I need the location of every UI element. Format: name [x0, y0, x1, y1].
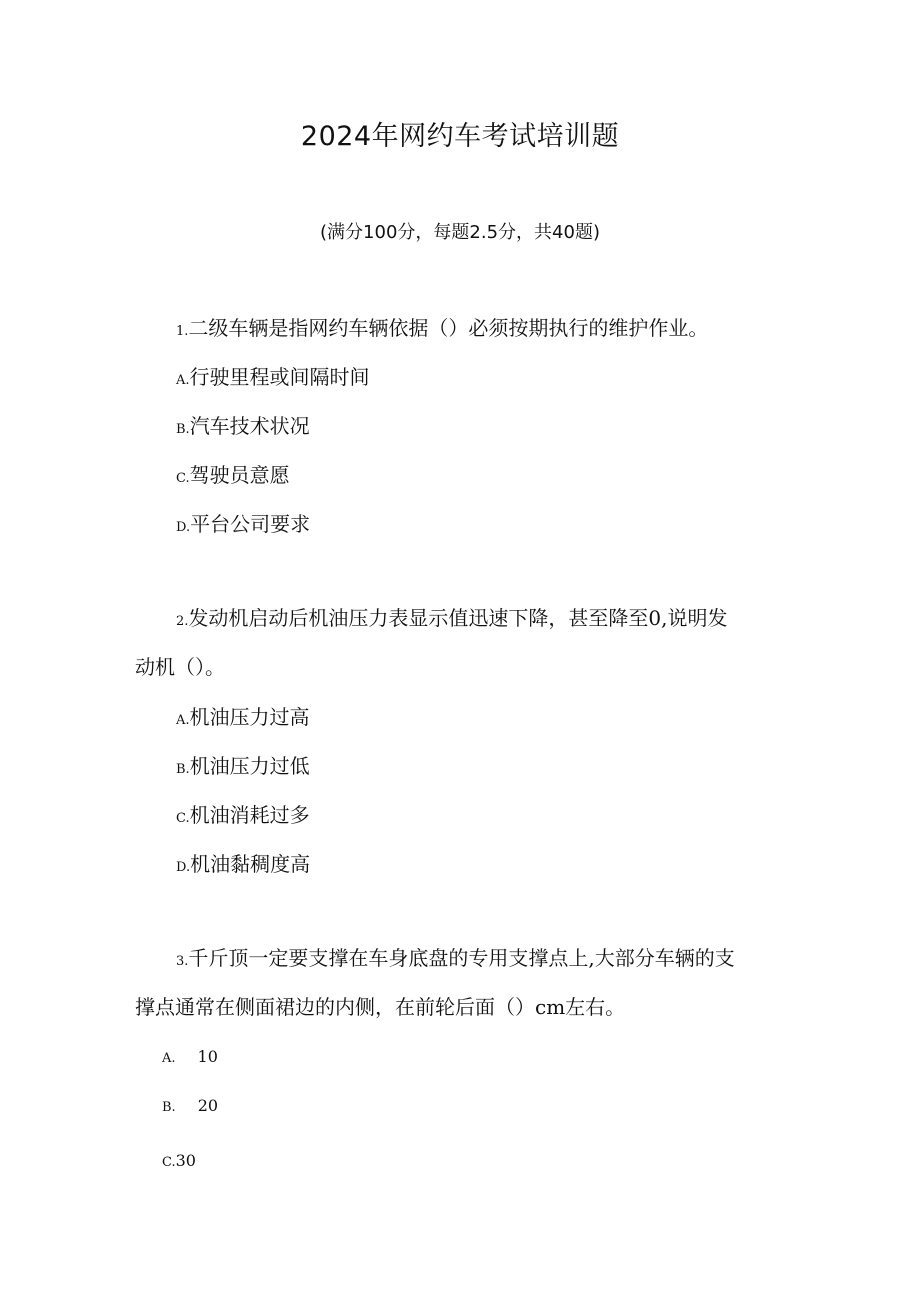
option-text: 机油黏稠度高: [190, 852, 311, 876]
option-text: 10: [197, 1047, 218, 1066]
question-3-stem-line-2: 撑点通常在侧面裙边的内侧，在前轮后面（）cm左右。: [135, 995, 626, 1019]
option-letter: C.: [176, 471, 190, 486]
option-text: 机油压力过高: [189, 705, 310, 729]
option-letter: A.: [176, 373, 190, 388]
question-3-option-a: [162, 1042, 218, 1074]
question-3-stem-line-1: 千斤顶一定要支撑在车身底盘的专用支撑点上,大部分车辆的支: [188, 946, 735, 970]
document-subtitle: (满分100分，每题2.5分，共40题): [320, 222, 600, 243]
question-3-stem: [176, 943, 735, 977]
question-2-stem-line-2: 动机（）。: [135, 655, 225, 679]
option-letter: A.: [162, 1051, 176, 1066]
question-1-stem-line-1: 二级车辆是指网约车辆依据（）必须按期执行的维护作业。: [188, 316, 709, 340]
option-letter: C.: [176, 811, 190, 826]
option-text: 平台公司要求: [190, 512, 311, 536]
question-3-option-c: [162, 1146, 196, 1178]
option-text: 驾驶员意愿: [189, 463, 290, 487]
question-3-option-b: [162, 1091, 218, 1123]
question-2-option-c: [176, 800, 310, 834]
question-2-option-a: [176, 702, 310, 736]
question-1-option-a: [176, 362, 370, 396]
option-letter: D.: [176, 860, 191, 875]
option-letter: A.: [176, 713, 190, 728]
question-1-option-b: [176, 411, 310, 445]
question-1-option-d: [176, 509, 310, 543]
option-text: 机油消耗过多: [189, 803, 310, 827]
question-2-stem: [176, 603, 728, 637]
option-text: 汽车技术状况: [189, 414, 310, 438]
question-1-option-c: [176, 460, 290, 494]
option-text: 20: [197, 1096, 219, 1115]
option-text: 机油压力过低: [189, 754, 310, 778]
question-2-number: 2.: [176, 614, 189, 629]
option-text: 行驶里程或间隔时间: [189, 365, 370, 389]
option-letter: B.: [176, 762, 190, 777]
option-letter: D.: [176, 520, 191, 535]
question-1-stem: [176, 313, 708, 347]
question-2-stem-line-1: 发动机启动后机油压力表显示值迅速下降，甚至降至0,说明发: [188, 606, 728, 630]
question-1-number: 1.: [176, 324, 189, 339]
option-letter: B.: [176, 422, 190, 437]
document-title: 2024年网约车考试培训题: [300, 121, 620, 152]
option-text: 30: [175, 1151, 196, 1170]
option-letter: B.: [162, 1100, 176, 1115]
question-3-number: 3.: [176, 954, 189, 969]
option-letter: C.: [162, 1155, 176, 1170]
question-2-option-d: [176, 849, 310, 883]
question-2-option-b: [176, 751, 310, 785]
